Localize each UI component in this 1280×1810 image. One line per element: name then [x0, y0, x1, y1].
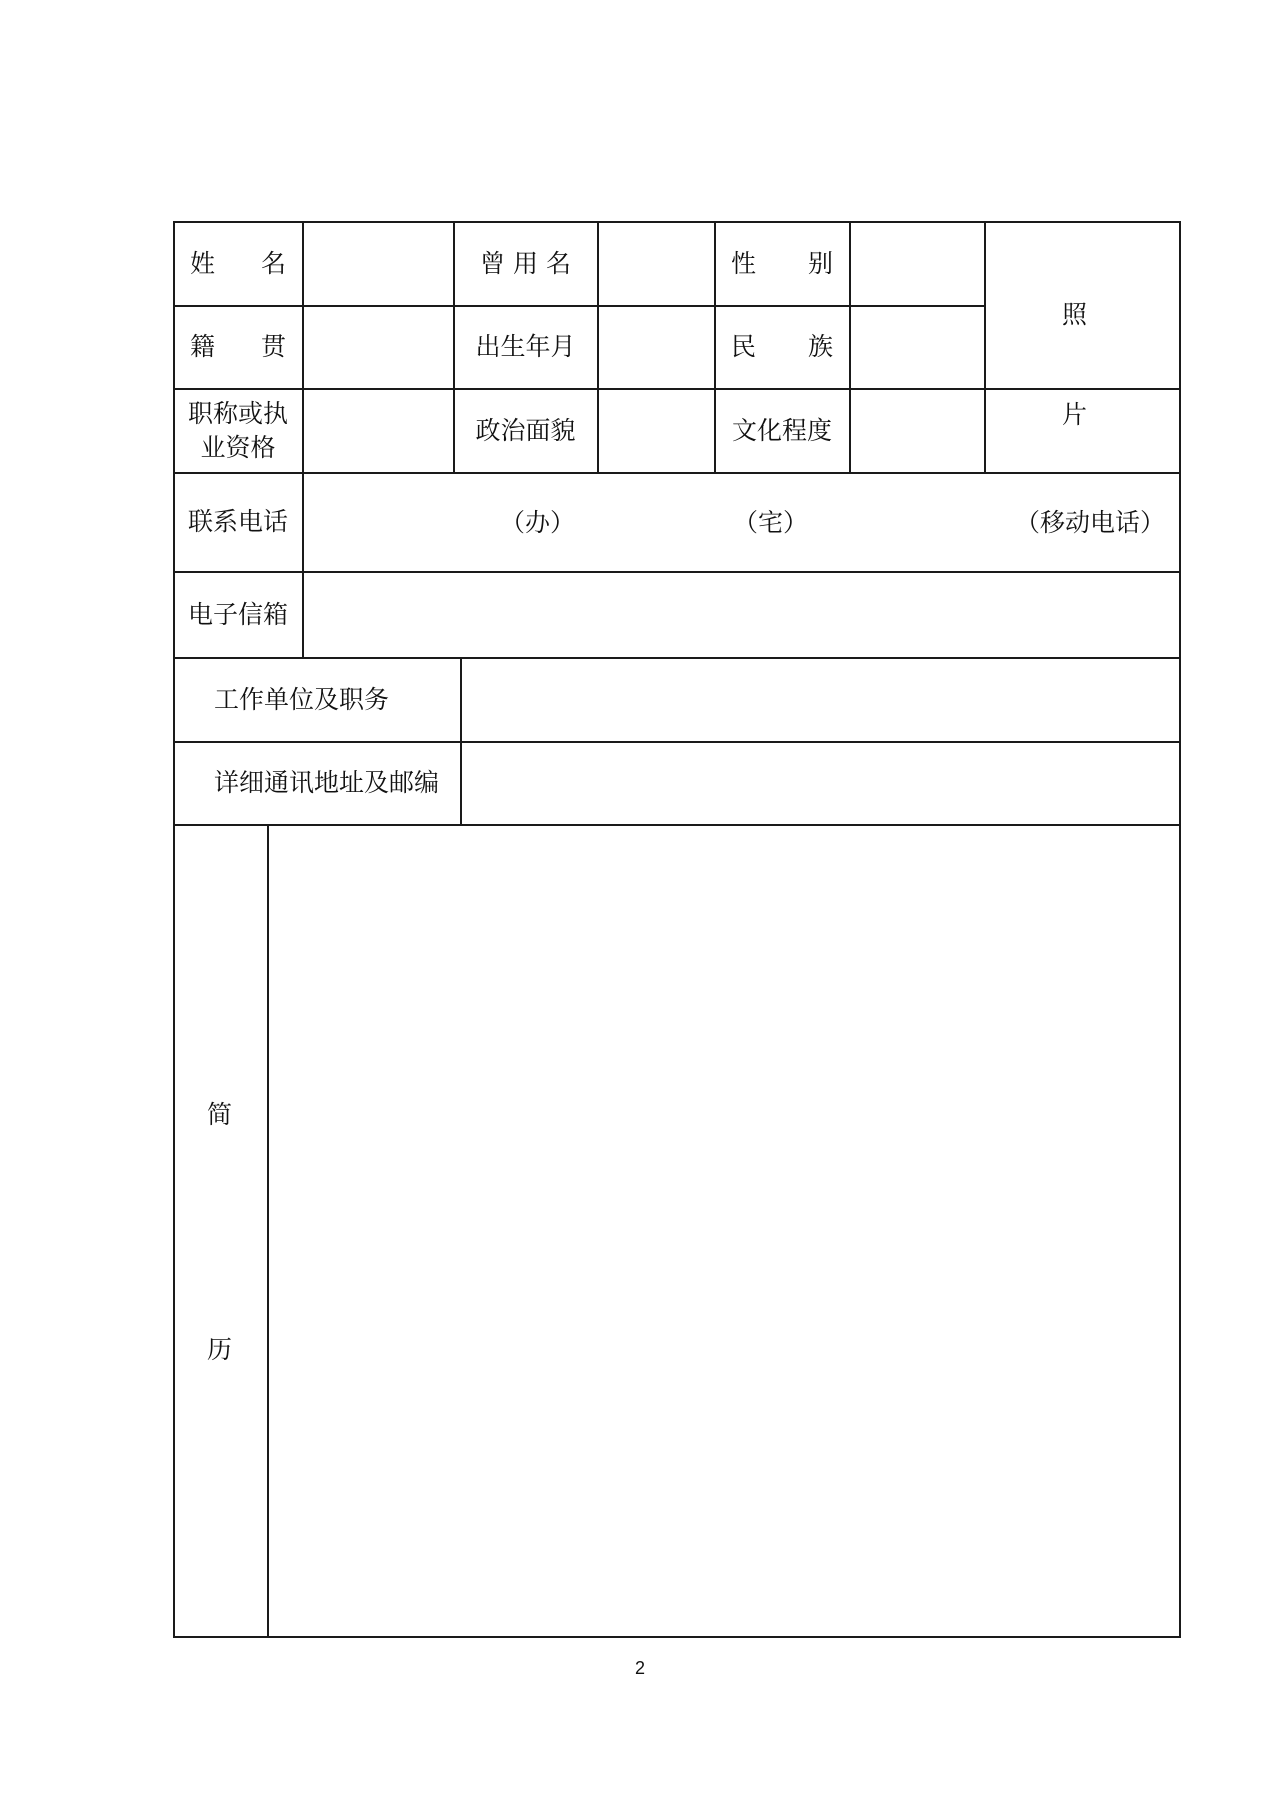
- gender-char-1: 性: [731, 248, 757, 278]
- native-place-label: [174, 306, 302, 388]
- former-name-text: 曾 用 名: [480, 248, 571, 278]
- birth-value[interactable]: [598, 306, 714, 388]
- education-value[interactable]: [850, 389, 984, 472]
- ethnicity-label: [715, 306, 849, 388]
- email-label-text: 电子信箱: [187, 599, 288, 629]
- gender-label: [715, 222, 849, 305]
- ethnicity-char-2: 族: [807, 332, 833, 361]
- photo-char-2: 片: [1062, 400, 1088, 429]
- political-value[interactable]: [598, 389, 714, 472]
- name-char-2: 名: [260, 248, 286, 278]
- table-border-bottom: [173, 1636, 1181, 1638]
- page-number: 2: [634, 1658, 645, 1678]
- title-value[interactable]: [304, 389, 453, 472]
- name-label: [174, 222, 302, 305]
- work-label: [174, 658, 460, 741]
- name-char-1: 姓: [190, 248, 216, 278]
- email-label: [174, 572, 302, 657]
- resume-label: [174, 825, 267, 1636]
- email-value[interactable]: [304, 572, 1179, 657]
- resume-char-1: 简: [207, 1100, 233, 1129]
- political-label: [454, 389, 597, 472]
- political-text: 政治面貌: [475, 415, 576, 445]
- address-label: [174, 742, 460, 824]
- phone-office: （办）: [500, 508, 576, 537]
- education-text: 文化程度: [731, 415, 832, 445]
- address-label-text: 详细通讯地址及邮编: [214, 768, 440, 797]
- birth-text: 出生年月: [475, 332, 576, 361]
- phone-mobile: （移动电话）: [1015, 508, 1166, 537]
- gender-char-2: 别: [807, 248, 833, 278]
- photo-box[interactable]: [986, 222, 1179, 472]
- education-label: [715, 389, 849, 472]
- name-value[interactable]: [304, 222, 453, 305]
- table-border-right: [1179, 221, 1181, 1637]
- phone-home: （宅）: [733, 508, 809, 537]
- title-line-2: 业资格: [200, 432, 276, 462]
- work-label-text: 工作单位及职务: [214, 684, 390, 714]
- former-name-label: [454, 222, 597, 305]
- photo-char-1: 照: [1062, 300, 1088, 329]
- address-value[interactable]: [462, 742, 1179, 824]
- gender-value[interactable]: [850, 222, 984, 305]
- resume-value[interactable]: [269, 825, 1179, 1636]
- ethnicity-value[interactable]: [850, 306, 984, 388]
- title-line-1: 职称或执: [187, 398, 288, 428]
- resume-char-2: 历: [207, 1335, 233, 1364]
- work-value[interactable]: [462, 658, 1179, 741]
- former-name-value[interactable]: [598, 222, 714, 305]
- title-label: [174, 389, 302, 472]
- native-place-value[interactable]: [304, 306, 453, 388]
- phone-label-text: 联系电话: [187, 507, 288, 536]
- birth-label: [454, 306, 597, 388]
- native-char-1: 籍: [190, 332, 216, 361]
- ethnicity-char-1: 民: [731, 332, 757, 361]
- native-char-2: 贯: [260, 332, 286, 361]
- phone-label: [174, 473, 302, 571]
- row-divider: [173, 472, 1181, 474]
